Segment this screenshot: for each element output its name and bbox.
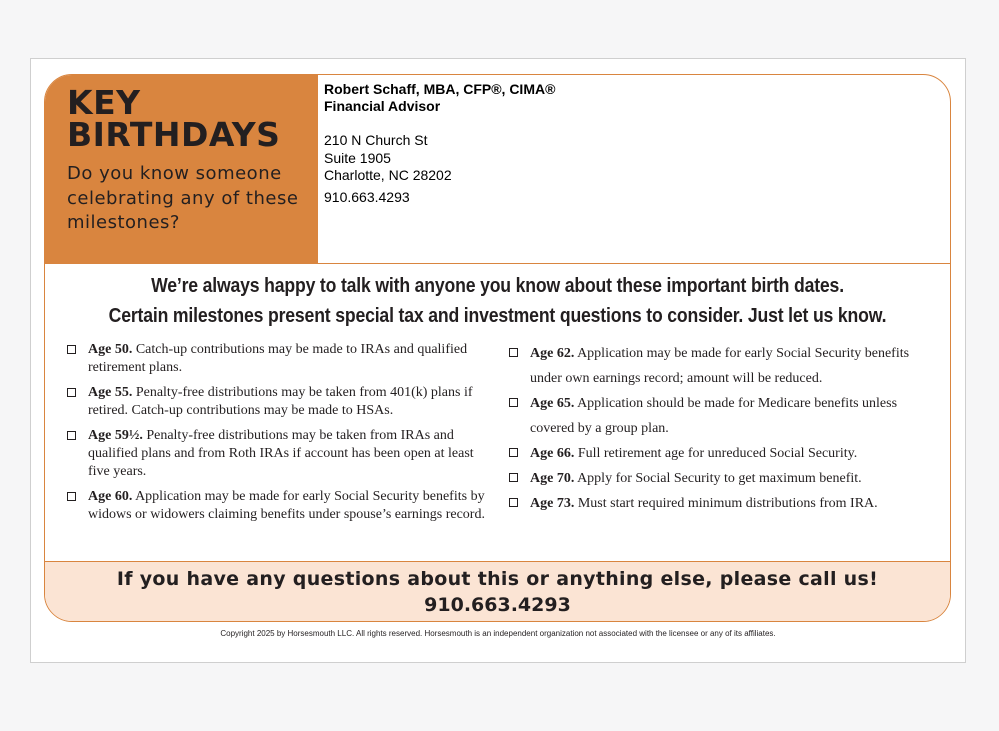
milestones-right-column <box>509 341 939 516</box>
milestone-text: Full retirement age for unreduced Social Security. <box>577 446 858 461</box>
milestone-text: Catch-up contributions may be made to IRAs and qualified retirement plans. <box>88 342 468 375</box>
footer-phone: 910.663.4293 <box>424 594 571 616</box>
header-panel <box>45 75 318 263</box>
footer-message: If you have any questions about this or anything else, please call us! <box>116 568 879 590</box>
milestone-item <box>509 391 939 441</box>
milestone-text: Application may be made for early Social Security benefits under own earnings record; amount will be reduced. <box>530 346 910 386</box>
milestone-item <box>67 427 497 481</box>
address-line-3: Charlotte, NC 28202 <box>324 167 452 183</box>
milestone-text: Penalty-free distributions may be taken from 401(k) plans if retired. Catch-up contributions may be made to HSAs. <box>88 385 473 418</box>
milestone-age: Age 65. <box>530 396 575 411</box>
advisor-name: Robert Schaff, MBA, CFP®, CIMA® <box>324 81 556 97</box>
milestone-item <box>509 466 939 491</box>
checkbox-icon <box>67 431 76 440</box>
milestone-item <box>509 441 939 466</box>
milestone-age: Age 62. <box>530 346 575 361</box>
milestone-text: Penalty-free distributions may be taken from IRAs and qualified plans and from Roth IRAs if account has been open at least five years. <box>88 428 474 479</box>
milestone-item <box>67 341 497 377</box>
title-line-1: KEY <box>67 83 141 122</box>
advisor-address <box>324 132 555 185</box>
milestone-age: Age 59½. <box>88 428 143 443</box>
milestone-item <box>509 491 939 516</box>
checkbox-icon <box>509 448 518 457</box>
checkbox-icon <box>67 388 76 397</box>
milestone-text: Apply for Social Security to get maximum benefit. <box>577 471 862 486</box>
checkbox-icon <box>509 348 518 357</box>
milestone-item <box>67 384 497 420</box>
milestone-item <box>509 341 939 391</box>
checkbox-icon <box>67 345 76 354</box>
checkbox-icon <box>509 398 518 407</box>
advisor-title: Financial Advisor <box>324 98 441 114</box>
milestone-age: Age 50. <box>88 342 133 357</box>
milestone-text: Application should be made for Medicare benefits unless covered by a group plan. <box>530 396 898 436</box>
advisor-info <box>324 81 555 206</box>
checkbox-icon <box>509 473 518 482</box>
copyright-notice: Copyright 2025 by Horsesmouth LLC. All rights reserved. Horsesmouth is an independent organization not associated with the licensee or any of its affiliates. <box>220 629 776 638</box>
checkbox-icon <box>509 498 518 507</box>
footer-divider <box>45 561 950 562</box>
milestone-age: Age 55. <box>88 385 133 400</box>
milestone-text: Must start required minimum distributions from IRA. <box>577 496 878 511</box>
milestone-age: Age 73. <box>530 496 575 511</box>
address-line-2: Suite 1905 <box>324 149 391 166</box>
advisor-phone: 910.663.4293 <box>324 188 410 205</box>
header-divider <box>45 263 950 264</box>
milestone-age: Age 70. <box>530 471 575 486</box>
milestone-text: Application may be made for early Social Security benefits by widows or widowers claiming benefits under spouse’s earnings record. <box>88 489 485 522</box>
intro-line-2: Certain milestones present special tax and investment questions to consider. Just let us know. <box>108 304 887 327</box>
title-line-2: BIRTHDAYS <box>67 115 281 154</box>
milestones-left-column <box>67 341 497 531</box>
address-line-1: 210 N Church St <box>324 132 428 148</box>
birthday-card <box>44 74 951 622</box>
page-subtitle: Do you know someone celebrating any of these milestones? <box>67 163 299 233</box>
milestone-item <box>67 488 497 524</box>
page-title <box>67 83 281 154</box>
intro-text <box>108 271 886 331</box>
milestone-age: Age 66. <box>530 446 575 461</box>
milestone-age: Age 60. <box>88 489 133 504</box>
intro-line-1: We’re always happy to talk with anyone you know about these important birth dates. <box>151 274 844 297</box>
checkbox-icon <box>67 492 76 501</box>
